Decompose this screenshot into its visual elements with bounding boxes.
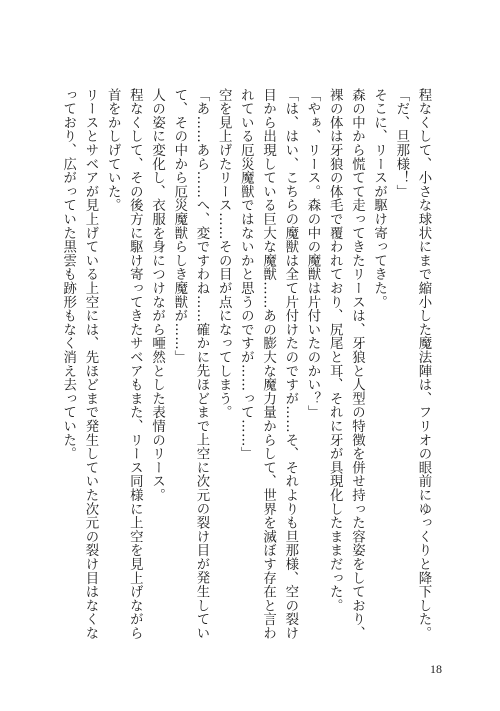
paragraph: 人の姿に変化し、衣服を身につけながら唖然とした表情のリース。 (149, 88, 165, 502)
paragraph: 「あ……あら……へ、変ですわね……確かに先ほどまで上空に次元の裂け目が発生していて、その中から厄災魔獣らしき魔獣が……」 (171, 88, 209, 640)
paragraph: リースとサベアが見上げている上空には、先ほどまで発生していた次元の裂け目はなくなっており、広がっていた黒雲も跡形もなく消え去っていた。 (60, 88, 98, 640)
paragraph: 「だ、旦那様！」 (393, 88, 409, 199)
vertical-text-body (34, 88, 434, 648)
paragraph: 程なくして、小さな球状にまで縮小した魔法陣は、フリオの眼前にゆっくりと降下した。 (416, 88, 431, 640)
paragraph: 「は、はい、こちらの魔獣は全て片付けたのですが……そ、それよりも旦那様、空の裂け目から出現している巨大な魔獣……あの膨大な魔力量からして、世界を滅ぼす存在と言われている厄災魔獣ではないかと思うのですが……って……」 (238, 88, 298, 640)
paragraph: 「やぁ、リース。森の中の魔獣は片付いたのかい？」 (304, 88, 320, 420)
paragraph: 空を見上げたリース……その目が点になってしまう。 (216, 88, 232, 420)
paragraph: 森の中から慌てて走ってきたリースは、牙狼と人型の特徴を併せ持った容姿をしており、裸の体は牙狼の体毛で覆われており、尻尾と耳、それに牙が具現化したままだった。 (327, 88, 365, 640)
paragraph: そこに、リースが駆け寄ってきた。 (371, 88, 387, 309)
page-number: 18 (430, 662, 442, 676)
paragraph: 程なくして、その後方に駆け寄ってきたサベアもまた、リース同様に上空を見上げながら首をかしげていた。 (105, 88, 143, 640)
